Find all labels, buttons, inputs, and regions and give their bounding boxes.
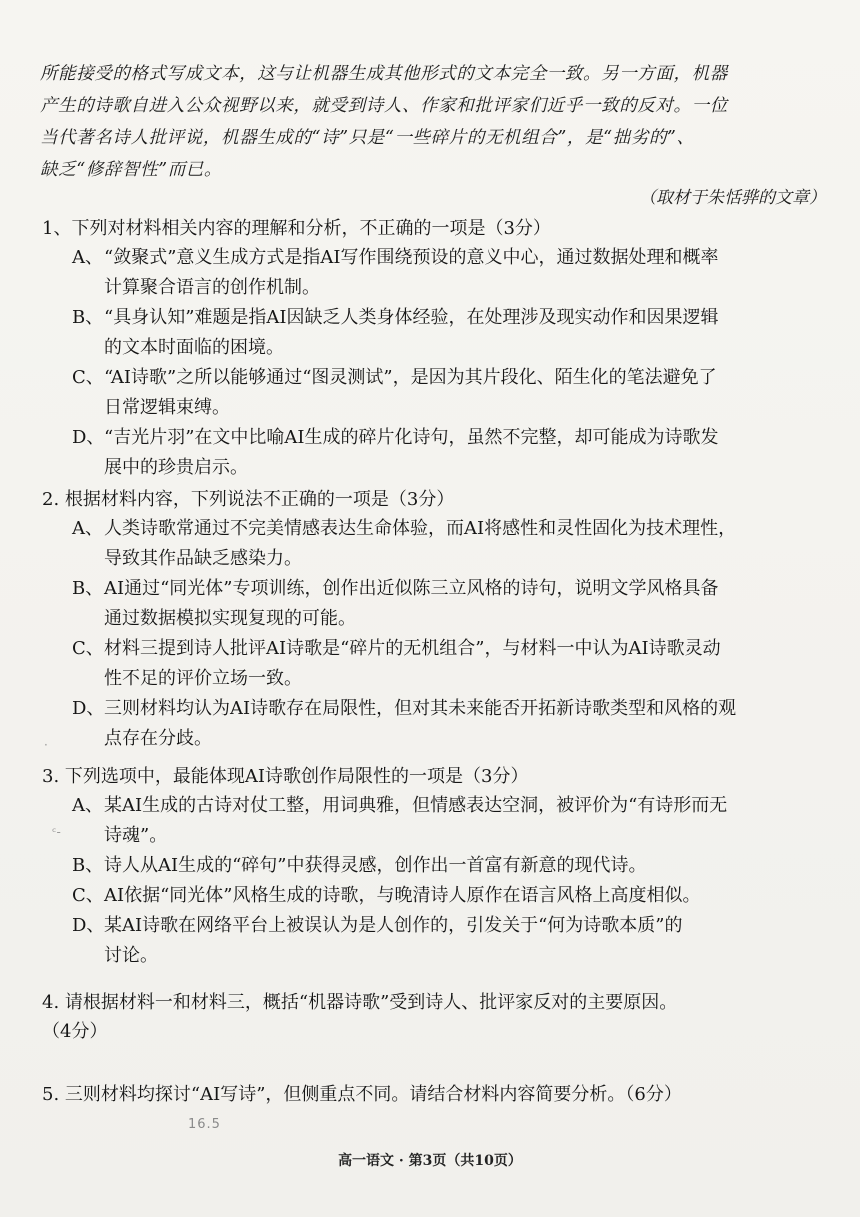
option-label: D、 [72, 915, 105, 936]
option-label: D、 [72, 427, 105, 448]
option-text: 性不足的评价立场一致。 [104, 668, 302, 689]
option-label: C、 [72, 885, 104, 906]
option-text: 人类诗歌常通过不完美情感表达生命体验，而AI将感性和灵性固化为技术理性， [104, 518, 737, 539]
option-text: “具身认知”难题是指AI因缺乏人类身体经验，在处理涉及现实动作和因果逻辑 [104, 307, 719, 328]
option-text: 讨论。 [104, 945, 158, 966]
option-list [72, 514, 832, 754]
option-b [72, 851, 832, 881]
question-4 [42, 988, 832, 1046]
option-text: AI通过“同光体”专项训练，创作出近似陈三立风格的诗句，说明文学风格具备 [104, 578, 719, 599]
passage-line: 所能接受的格式写成文本，这与让机器生成其他形式的文本完全一致。另一方面，机器 [40, 64, 728, 84]
question-stem: 5. 三则材料均探讨“AI写诗”，但侧重点不同。请结合材料内容简要分析。（6分） [42, 1084, 682, 1105]
option-list [72, 243, 832, 483]
question-5 [42, 1080, 832, 1109]
option-text: “敛聚式”意义生成方式是指AI写作围绕预设的意义中心，通过数据处理和概率 [104, 247, 719, 268]
option-text: 展中的珍贵启示。 [104, 457, 248, 478]
option-label: A、 [72, 518, 103, 539]
option-list [72, 791, 832, 971]
stray-mark-icon: ᶜ- [52, 825, 61, 839]
option-a [72, 514, 832, 574]
option-text: “吉光片羽”在文中比喻AI生成的碎片化诗句，虽然不完整，却可能成为诗歌发 [104, 427, 719, 448]
option-label: C、 [72, 638, 104, 659]
source-citation: （取材于朱恬骅的文章） [639, 188, 826, 208]
page-footer: 高一语文 · 第3页（共10页） [338, 1153, 522, 1169]
handwritten-passage [40, 58, 835, 186]
question-stem: 2. 根据材料内容，下列说法不正确的一项是（3分） [42, 489, 455, 510]
option-text: 三则材料均认为AI诗歌存在局限性，但对其未来能否开拓新诗歌类型和风格的观 [104, 698, 737, 719]
question-3 [42, 762, 832, 971]
option-d [72, 911, 832, 971]
option-text: 计算聚合语言的创作机制。 [104, 277, 320, 298]
option-label: B、 [72, 855, 104, 876]
option-text: 导致其作品缺乏感染力。 [104, 548, 302, 569]
question-stem: 1、下列对材料相关内容的理解和分析，不正确的一项是（3分） [42, 218, 551, 239]
option-text: 日常逻辑束缚。 [104, 397, 230, 418]
option-label: C、 [72, 367, 104, 388]
option-a [72, 243, 832, 303]
passage-line: 缺乏“修辞智性”而已。 [40, 160, 222, 180]
passage-line: 产生的诗歌自进入公众视野以来，就受到诗人、作家和批评家们近乎一致的反对。一位 [40, 96, 728, 116]
question-points: （4分） [42, 1021, 108, 1042]
option-text: 点存在分歧。 [104, 728, 212, 749]
question-stem: 4. 请根据材料一和材料三，概括“机器诗歌”受到诗人、批评家反对的主要原因。 [42, 992, 678, 1013]
option-label: B、 [72, 307, 104, 328]
option-text: “AI诗歌”之所以能够通过“图灵测试”，是因为其片段化、陌生化的笔法避免了 [104, 367, 717, 388]
option-d [72, 694, 832, 754]
option-label: A、 [72, 247, 103, 268]
question-1 [42, 214, 832, 483]
pencil-scribble: 16.5 [188, 1117, 221, 1132]
option-d [72, 423, 832, 483]
option-label: D、 [72, 698, 105, 719]
option-text: 某AI生成的古诗对仗工整，用词典雅，但情感表达空洞，被评价为“有诗形而无 [104, 795, 728, 816]
option-c [72, 363, 832, 423]
option-label: A、 [72, 795, 103, 816]
option-text: 诗魂”。 [104, 825, 168, 846]
passage-line: 当代著名诗人批评说，机器生成的“诗”只是“一些碎片的无机组合”，是“拙劣的”、 [40, 128, 695, 148]
option-b [72, 303, 832, 363]
stray-mark-icon: · [44, 738, 48, 752]
option-text: 通过数据模拟实现复现的可能。 [104, 608, 356, 629]
option-text: 材料三提到诗人批评AI诗歌是“碎片的无机组合”，与材料一中认为AI诗歌灵动 [104, 638, 721, 659]
option-b [72, 574, 832, 634]
option-c [72, 881, 832, 911]
option-text: 的文本时面临的困境。 [104, 337, 284, 358]
question-stem: 3. 下列选项中，最能体现AI诗歌创作局限性的一项是（3分） [42, 766, 529, 787]
option-text: 诗人从AI生成的“碎句”中获得灵感，创作出一首富有新意的现代诗。 [104, 855, 647, 876]
option-c [72, 634, 832, 694]
option-a [72, 791, 832, 851]
option-text: AI依据“同光体”风格生成的诗歌，与晚清诗人原作在语言风格上高度相似。 [104, 885, 701, 906]
option-label: B、 [72, 578, 104, 599]
option-text: 某AI诗歌在网络平台上被误认为是人创作的，引发关于“何为诗歌本质”的 [104, 915, 683, 936]
question-2 [42, 485, 832, 754]
